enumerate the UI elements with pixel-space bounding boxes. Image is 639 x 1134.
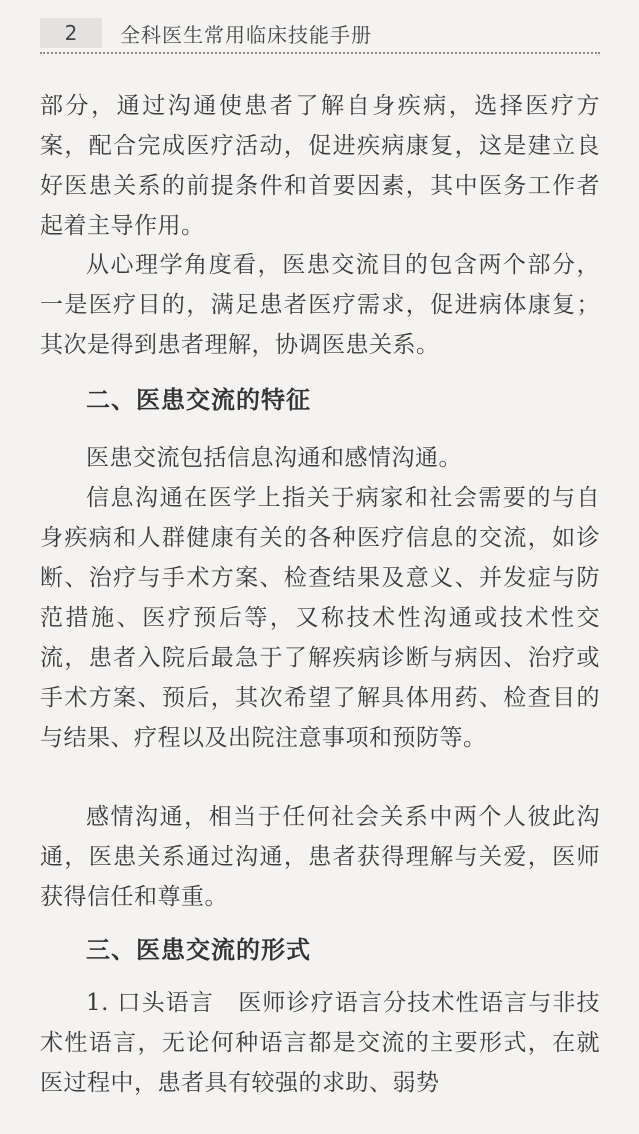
section-heading-characteristics: 二、医患交流的特征 xyxy=(86,386,311,414)
paragraph-continuation: 部分，通过沟通使患者了解自身疾病，选择医疗方案，配合完成医疗活动，促进疾病康复，这是建立良好医患关系的前提条件和首要因素，其中医务工作者起着主导作用。 xyxy=(40,93,600,239)
section-heading-forms: 三、医患交流的形式 xyxy=(86,936,311,964)
paragraph-oral-language: 1. 口头语言 医师诊疗语言分技术性语言与非技术性语言，无论何种语言都是交流的主要形式，在就医过程中，患者具有较强的求助、弱势 xyxy=(40,990,600,1096)
page-number: 2 xyxy=(40,18,102,48)
book-title: 全科医生常用临床技能手册 xyxy=(120,22,372,47)
running-header xyxy=(40,14,600,54)
paragraph-communication-types: 医患交流包括信息沟通和感情沟通。 xyxy=(86,445,462,471)
paragraph-information-communication: 信息沟通在医学上指关于病家和社会需要的与自身疾病和人群健康有关的各种医疗信息的交流，如诊断、治疗与手术方案、检查结果及意义、并发症与防范措施、医疗预后等，又称技术性沟通或技术性交流，患者入院后最急于了解疾病诊断与病因、治疗或手术方案、预后，其次希望了解具体用药、检查目的与结果、疗程以及出院注意事项和预防等。 xyxy=(40,485,600,751)
paragraph-emotional-communication: 感情沟通，相当于任何社会关系中两个人彼此沟通，医患关系通过沟通，患者获得理解与关爱，医师获得信任和尊重。 xyxy=(40,804,600,910)
paragraph-psychology: 从心理学角度看，医患交流目的包含两个部分，一是医疗目的，满足患者医疗需求，促进病体康复；其次是得到患者理解，协调医患关系。 xyxy=(40,252,600,358)
